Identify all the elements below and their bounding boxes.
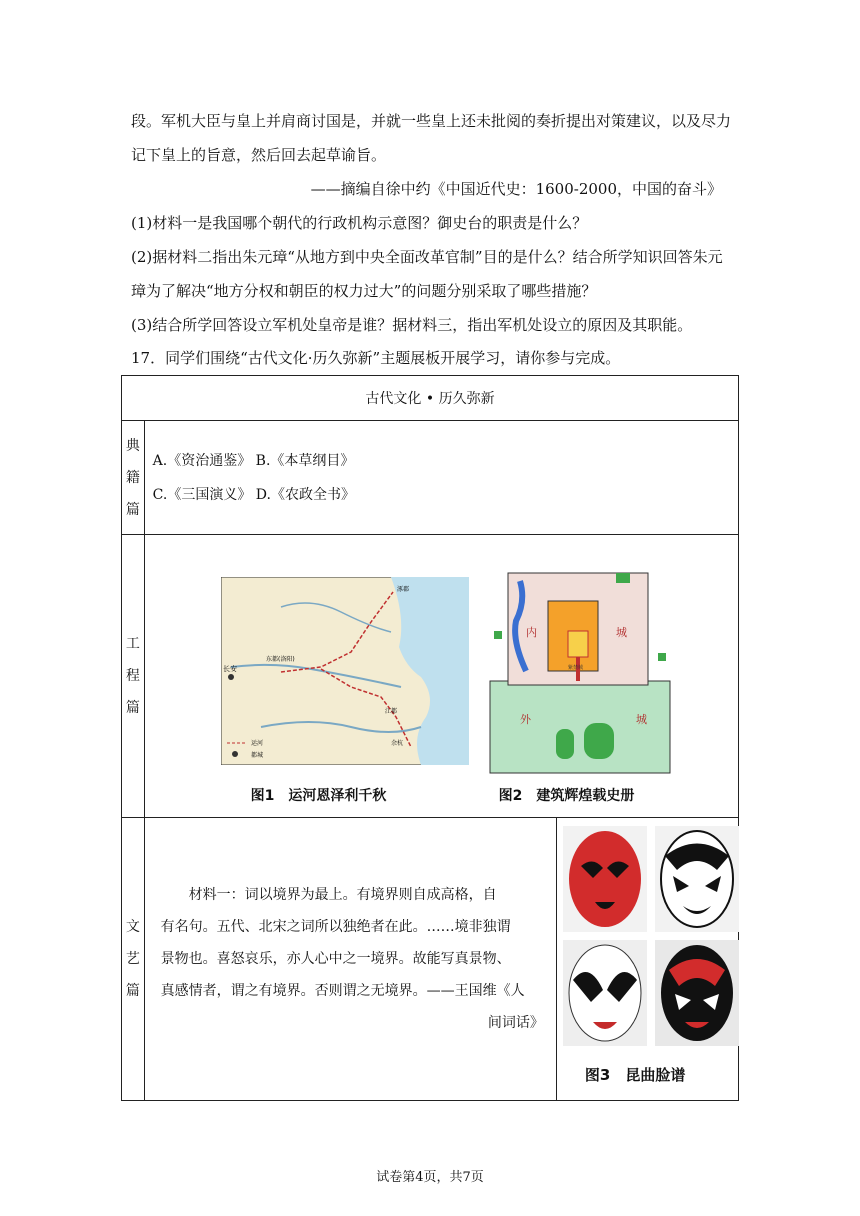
- opera-masks-cell: [556, 818, 738, 1101]
- canal-map: [221, 577, 469, 765]
- label-changan: 长安: [222, 665, 237, 673]
- label-outer-city: 城: [635, 713, 647, 726]
- legend-capital: 都城: [250, 752, 263, 759]
- label-inner: 内: [525, 626, 537, 639]
- question-17: 17．同学们围绕“古代文化·历久弥新”主题展板开展学习，请你参与完成。: [131, 349, 621, 367]
- classics-option-line-2: C.《三国演义》 D.《农政全书》: [152, 486, 355, 503]
- material-line: 景物也。喜怒哀乐，亦人心中之一境界。故能写真景物、: [160, 951, 511, 967]
- question-2-line-1: (2)据材料二指出朱元璋“从地方到中央全面改革官制”目的是什么？结合所学知识回答朱元: [131, 248, 723, 266]
- capital-marker: [228, 674, 234, 680]
- exhibition-board: [121, 375, 739, 1101]
- material-text-line-2: 记下皇上的旨意，然后回去起草谕旨。: [131, 146, 387, 164]
- mask-red-black: [655, 940, 739, 1046]
- material-line: 材料一：词以境界为最上。有境界则自成高格，自: [188, 887, 497, 903]
- material-line: 有名句。五代、北宋之词所以独绝者在此。……境非独谓: [160, 919, 511, 935]
- label-inner-city: 城: [615, 626, 627, 639]
- label-jiangdu: 江都: [384, 708, 397, 715]
- mask-red: [563, 826, 647, 932]
- beijing-city-plan: [486, 561, 676, 777]
- label-zhuojun: 涿郡: [396, 586, 409, 593]
- figure-3-caption: 图3 昆曲脸谱: [584, 1066, 686, 1084]
- temple-of-earth: [556, 729, 574, 759]
- arts-material: [144, 818, 556, 1101]
- material-line: 真感情者，谓之有境界。否则谓之无境界。——王国维《人: [160, 983, 525, 999]
- temple-of-heaven: [584, 723, 614, 759]
- label-yuhang: 余杭: [390, 740, 403, 747]
- figure-1-caption: 图1 运河恩泽利千秋: [250, 788, 387, 804]
- engineering-figures: [144, 535, 738, 818]
- mask-white-black: [563, 940, 647, 1046]
- classics-options: [144, 421, 738, 535]
- outer-city: [490, 681, 670, 773]
- section-label-arts: 文 艺 篇: [122, 818, 145, 1101]
- question-2-line-2: 璋为了解决“地方分权和朝臣的权力过大”的问题分别采取了哪些措施？: [131, 282, 597, 300]
- question-3: (3)结合所学回答设立军机处皇帝是谁？据材料三，指出军机处设立的原因及其职能。: [131, 316, 693, 334]
- opera-masks: [563, 826, 739, 1046]
- section-label-engineering: 工 程 篇: [122, 535, 145, 818]
- page-footer: 试卷第4页，共7页: [376, 1170, 484, 1185]
- material-text-line-1: 段。军机大臣与皇上并肩商讨国是，并就一些皇上还未批阅的奏折提出对策建议，以及尽力: [131, 112, 732, 130]
- figure-2-caption: 图2 建筑辉煌载史册: [498, 788, 635, 804]
- material-line: 间词话》: [487, 1015, 544, 1031]
- forbidden-city: [568, 631, 588, 657]
- label-palace: 紫禁城: [567, 665, 583, 671]
- classics-option-line-1: A.《资治通鉴》 B.《本草纲目》: [152, 452, 355, 469]
- label-luoyang: 东都(洛阳): [265, 656, 295, 663]
- legend-canal: 运河: [250, 740, 263, 747]
- board-title: 古代文化 • 历久弥新: [122, 376, 739, 421]
- label-outer: 外: [519, 713, 531, 726]
- mask-black-white: [655, 826, 739, 932]
- question-1: (1)材料一是我国哪个朝代的行政机构示意图？御史台的职责是什么？: [131, 214, 588, 232]
- section-label-classics: 典 籍 篇: [122, 421, 145, 535]
- material-source: ——摘编自徐中约《中国近代史：1600-2000，中国的奋斗》: [310, 180, 722, 198]
